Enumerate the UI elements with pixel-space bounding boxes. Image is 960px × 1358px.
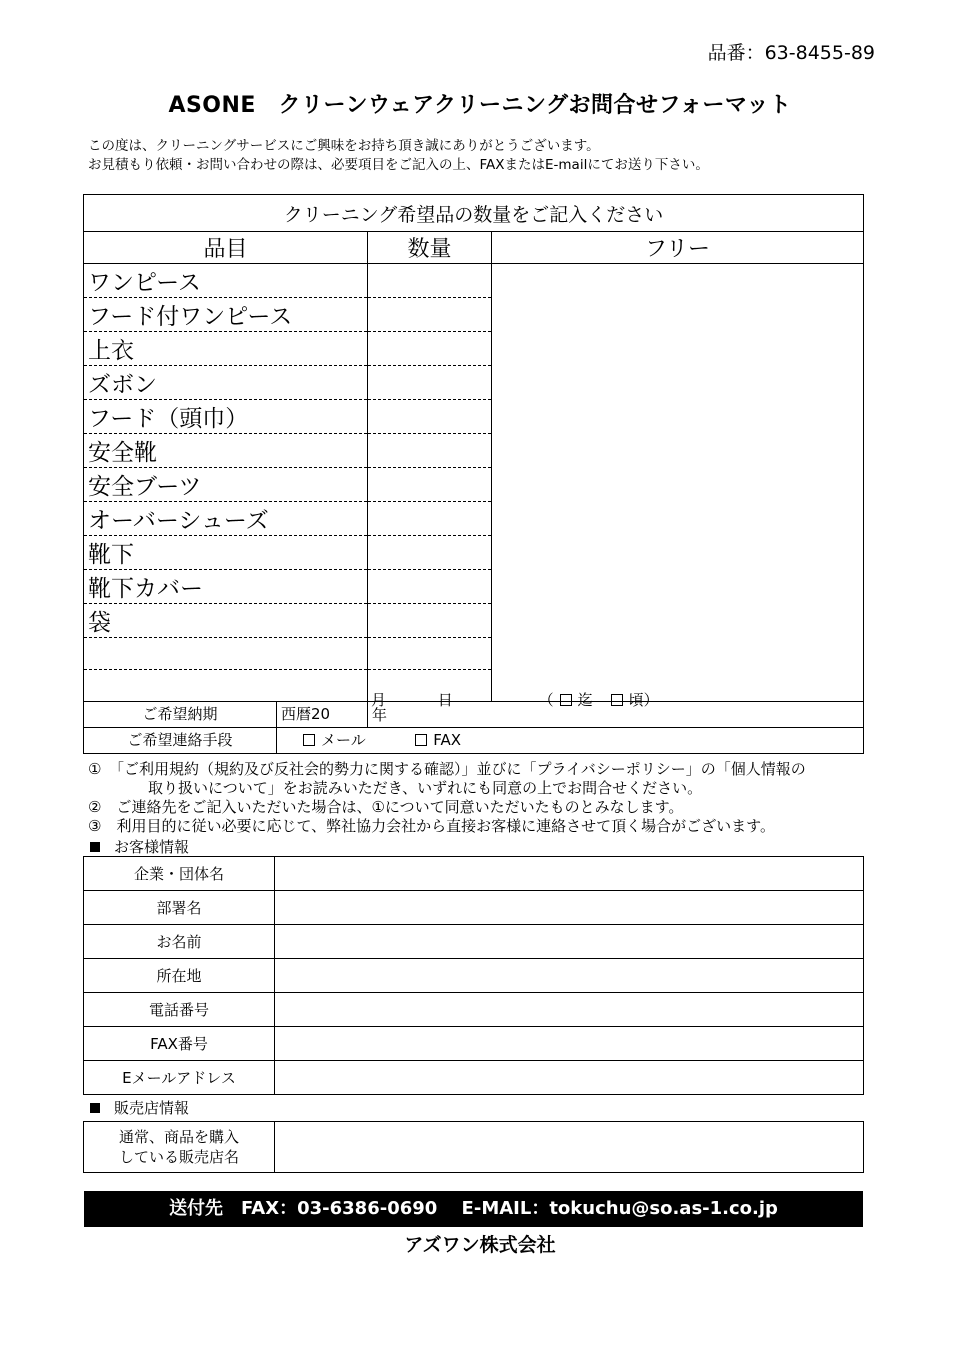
- contact-method-row: [84, 728, 864, 754]
- field-label-company: 企業・団体名: [84, 857, 275, 891]
- field-label-address: 所在地: [84, 959, 275, 993]
- item-name: フード（頭巾）: [84, 400, 368, 434]
- column-header-free: フリー: [492, 232, 864, 264]
- field-label-name: お名前: [84, 925, 275, 959]
- contact-method-options: [277, 728, 863, 753]
- quantity-cell[interactable]: [368, 366, 492, 400]
- day-unit: 日: [437, 691, 453, 709]
- quantity-cell[interactable]: [368, 638, 492, 670]
- delivery-date-label: [84, 702, 368, 728]
- item-name-blank[interactable]: [84, 670, 368, 702]
- dealer-heading-text: 販売店情報: [114, 1099, 190, 1117]
- month-unit: 月: [371, 691, 387, 709]
- field-input-company[interactable]: [275, 857, 864, 891]
- customer-info-table: [83, 856, 864, 1095]
- item-name: ワンピース: [84, 264, 368, 298]
- company-name: アズワン株式会社: [404, 1234, 556, 1256]
- quantity-cell[interactable]: [368, 570, 492, 604]
- order-quantity-table: [83, 194, 864, 754]
- item-name: 袋: [84, 604, 368, 638]
- square-bullet-icon: [90, 1103, 100, 1113]
- quantity-cell[interactable]: [368, 264, 492, 298]
- product-number: 品番：63-8455-89: [707, 42, 875, 64]
- field-input-email[interactable]: [275, 1061, 864, 1095]
- field-input-dealer[interactable]: [275, 1122, 864, 1173]
- customer-heading-text: お客様情報: [114, 838, 190, 856]
- free-comment-area[interactable]: [492, 264, 864, 702]
- quantity-cell[interactable]: [368, 332, 492, 366]
- until-open: （: [538, 691, 554, 709]
- dealer-section-heading: [90, 1097, 189, 1118]
- quantity-cell[interactable]: [368, 536, 492, 570]
- contact-mail-label: メール: [321, 731, 366, 749]
- note-1-cont: 取り扱いについて」をお読みいただき、いずれにも同意の上でお問合せください。: [148, 779, 703, 797]
- send-to-bar: 送付先 FAX：03-6386-0690 E-MAIL：tokuchu@so.as-1.co.jp: [84, 1191, 863, 1227]
- quantity-cell[interactable]: [368, 400, 492, 434]
- field-input-phone[interactable]: [275, 993, 864, 1027]
- checkbox-until[interactable]: [560, 694, 572, 706]
- item-name: オーバーシューズ: [84, 502, 368, 536]
- order-table-caption: クリーニング希望品の数量をご記入ください: [84, 195, 864, 232]
- field-input-fax[interactable]: [275, 1027, 864, 1061]
- quantity-cell[interactable]: [368, 468, 492, 502]
- quantity-cell[interactable]: [368, 298, 492, 332]
- field-label-dealer: [84, 1122, 275, 1173]
- dealer-info-table: [83, 1121, 864, 1173]
- item-name: 靴下: [84, 536, 368, 570]
- dealer-label-line-1: 通常、商品を購入: [118, 1128, 239, 1146]
- intro-line-1: この度は、クリーニングサービスにご興味をお持ち頂き誠にありがとうございます。: [88, 138, 600, 154]
- checkbox-mail[interactable]: [303, 734, 315, 746]
- consent-notes: [88, 760, 806, 836]
- quantity-cell[interactable]: [368, 502, 492, 536]
- field-input-address[interactable]: [275, 959, 864, 993]
- intro-line-2: お見積もり依頼・お問い合わせの際は、必要項目をご記入の上、FAXまたはE-mailにてお送り下さい。: [88, 157, 709, 173]
- item-name: 安全ブーツ: [84, 468, 368, 502]
- intro-text: [88, 137, 709, 175]
- checkbox-fax[interactable]: [415, 734, 427, 746]
- customer-section-heading: [90, 836, 189, 857]
- item-name-blank[interactable]: [84, 638, 368, 670]
- field-input-name[interactable]: [275, 925, 864, 959]
- contact-fax-label: FAX: [433, 731, 462, 749]
- year-unit: 年: [372, 706, 388, 724]
- item-name: 上衣: [84, 332, 368, 366]
- about-label: 頃）: [628, 691, 659, 709]
- checkbox-about[interactable]: [611, 694, 623, 706]
- column-header-quantity: 数量: [368, 232, 492, 264]
- item-name: 靴下カバー: [84, 570, 368, 604]
- field-label-phone: 電話番号: [84, 993, 275, 1027]
- delivery-era: 西暦20: [281, 705, 331, 723]
- quantity-cell[interactable]: [368, 604, 492, 638]
- field-label-department: 部署名: [84, 891, 275, 925]
- column-header-item: 品目: [84, 232, 368, 264]
- item-name: 安全靴: [84, 434, 368, 468]
- note-2: ② ご連絡先をご記入いただいた場合は、①について同意いただいたものとみなします。: [88, 798, 684, 816]
- field-label-fax: FAX番号: [84, 1027, 275, 1061]
- note-1: ① 「ご利用規約（規約及び反社会的勢力に関する確認）」並びに「プライバシーポリシー」の「個人情報の: [88, 760, 806, 778]
- quantity-cell[interactable]: [368, 434, 492, 468]
- item-name: ズボン: [84, 366, 368, 400]
- delivery-date-label-text: ご希望納期: [84, 702, 277, 727]
- until-label: 迄: [577, 691, 593, 709]
- square-bullet-icon: [90, 842, 100, 852]
- field-input-department[interactable]: [275, 891, 864, 925]
- page-title: ASONE クリーンウェアクリーニングお問合せフォーマット: [168, 93, 792, 118]
- field-label-email: Eメールアドレス: [84, 1061, 275, 1095]
- dealer-label-line-2: している販売店名: [118, 1148, 239, 1166]
- contact-method-label: ご希望連絡手段: [84, 728, 277, 753]
- note-3: ③ 利用目的に従い必要に応じて、弊社協力会社から直接お客様に連絡させて頂く場合がございます。: [88, 817, 775, 835]
- delivery-date-parts: [371, 689, 659, 710]
- item-name: フード付ワンピース: [84, 298, 368, 332]
